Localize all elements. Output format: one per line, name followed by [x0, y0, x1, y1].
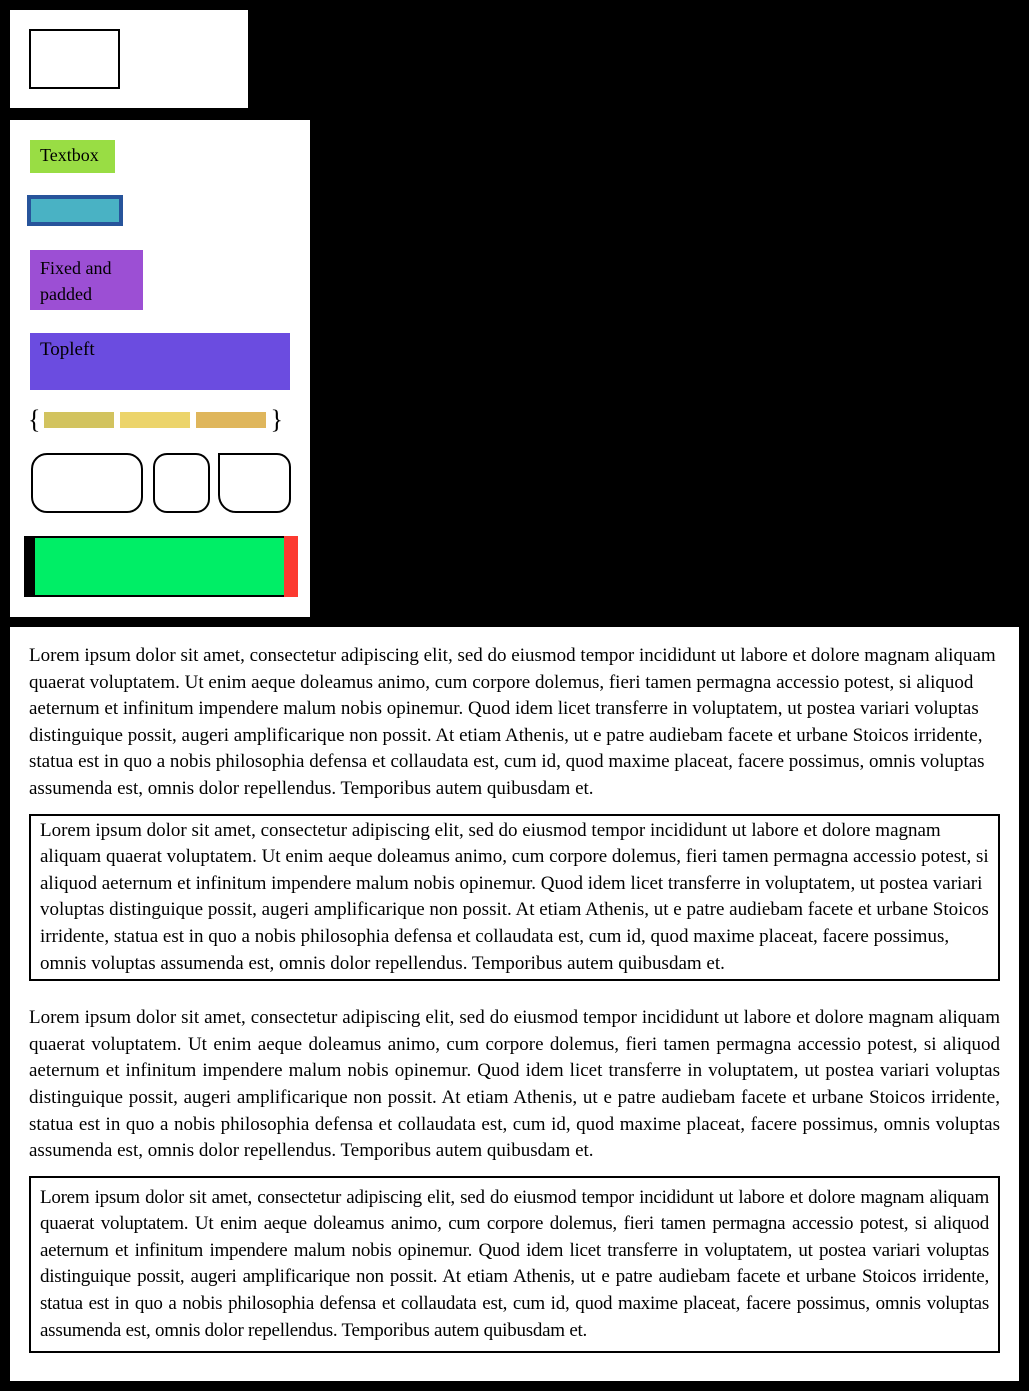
paragraph-plain-left: Lorem ipsum dolor sit amet, consectetur adipiscing elit, sed do eiusmod tempor incididunt ut labore et dolore magnam aliquam quaerat voluptatem. Ut enim aeque doleamus animo, cum corpore dolemus, fieri tamen permagna accessio potest, si aliquod aeternum et infinitum impendere malum nobis opinemur. Quod idem licet transferre in voluptatem, ut postea variari voluptas distinguique possit, augeri amplificarique non possit. At etiam Athenis, ut e patre audiebam facete et urbane Stoicos irridente, statua est in quo a nobis philosophia defensa et collaudata est, cum id, quod maxime placeat, facere possimus, omnis voluptas assumenda est, omnis dolor repellendus. Temporibus autem quibusdam et. — [29, 645, 996, 799]
textbox-label: Textbox — [30, 140, 115, 173]
topleft-box: Topleft — [30, 333, 290, 390]
khaki-bar-2 — [120, 412, 190, 428]
progress-bar — [24, 536, 298, 597]
widget-test-panel — [10, 120, 310, 617]
brace-bar-group — [27, 406, 284, 434]
rounded-rect-2 — [153, 453, 210, 513]
rounded-rect-1 — [31, 453, 143, 513]
progress-bar-fill — [35, 538, 284, 595]
paragraph-plain-justified: Lorem ipsum dolor sit amet, consectetur adipiscing elit, sed do eiusmod tempor incididunt ut labore et dolore magnam aliquam quaerat voluptatem. Ut enim aeque doleamus animo, cum corpore dolemus, fieri tamen permagna accessio potest, si aliquod aeternum et infinitum impendere malum nobis opinemur. Quod idem licet transferre in voluptatem, ut postea variari voluptas distinguique possit, augeri amplificarique non possit. At etiam Athenis, ut e patre audiebam facete et urbane Stoicos irridente, statua est in quo a nobis philosophia defensa et collaudata est, cum id, quod maxime placeat, facere possimus, omnis voluptas assumenda est, omnis dolor repellendus. Temporibus autem quibusdam et. — [29, 1007, 1000, 1162]
teal-bordered-box — [27, 195, 123, 226]
top-white-panel — [10, 10, 248, 108]
text-section — [10, 627, 1019, 1381]
progress-bar-end-segment — [284, 536, 298, 597]
paragraph-bordered-left: Lorem ipsum dolor sit amet, consectetur adipiscing elit, sed do eiusmod tempor incididunt ut labore et dolore magnam aliquam quaerat voluptatem. Ut enim aeque doleamus animo, cum corpore dolemus, fieri tamen permagna accessio potest, si aliquod aeternum et infinitum impendere malum nobis opinemur. Quod idem licet transferre in voluptatem, ut postea variari voluptas distinguique possit, augeri amplificarique non possit. At etiam Athenis, ut e patre audiebam facete et urbane Stoicos irridente, statua est in quo a nobis philosophia defensa et collaudata est, cum id, quod maxime placeat, facere possimus, omnis voluptas assumenda est, omnis dolor repellendus. Temporibus autem quibusdam et. — [29, 814, 1000, 982]
bordered-rectangle — [29, 29, 120, 89]
open-brace: { — [28, 405, 41, 434]
rounded-rect-3 — [218, 453, 291, 513]
paragraph-bordered-justified: Lorem ipsum dolor sit amet, consectetur adipiscing elit, sed do eiusmod tempor incididunt ut labore et dolore magnam aliquam quaerat voluptatem. Ut enim aeque doleamus animo, cum corpore dolemus, fieri tamen permagna accessio potest, si aliquod aeternum et infinitum impendere malum nobis opinemur. Quod idem licet transferre in voluptatem, ut postea variari voluptas distinguique possit, augeri amplificarique non possit. At etiam Athenis, ut e patre audiebam facete et urbane Stoicos irridente, statua est in quo a nobis philosophia defensa et collaudata est, cum id, quod maxime placeat, facere possimus, omnis voluptas assumenda est, omnis dolor repellendus. Temporibus autem quibusdam et. — [29, 1176, 1000, 1354]
fixed-padded-box: Fixed and padded — [30, 250, 143, 310]
khaki-bar-3 — [196, 412, 266, 428]
close-brace: } — [270, 405, 283, 434]
khaki-bar-1 — [44, 412, 114, 428]
